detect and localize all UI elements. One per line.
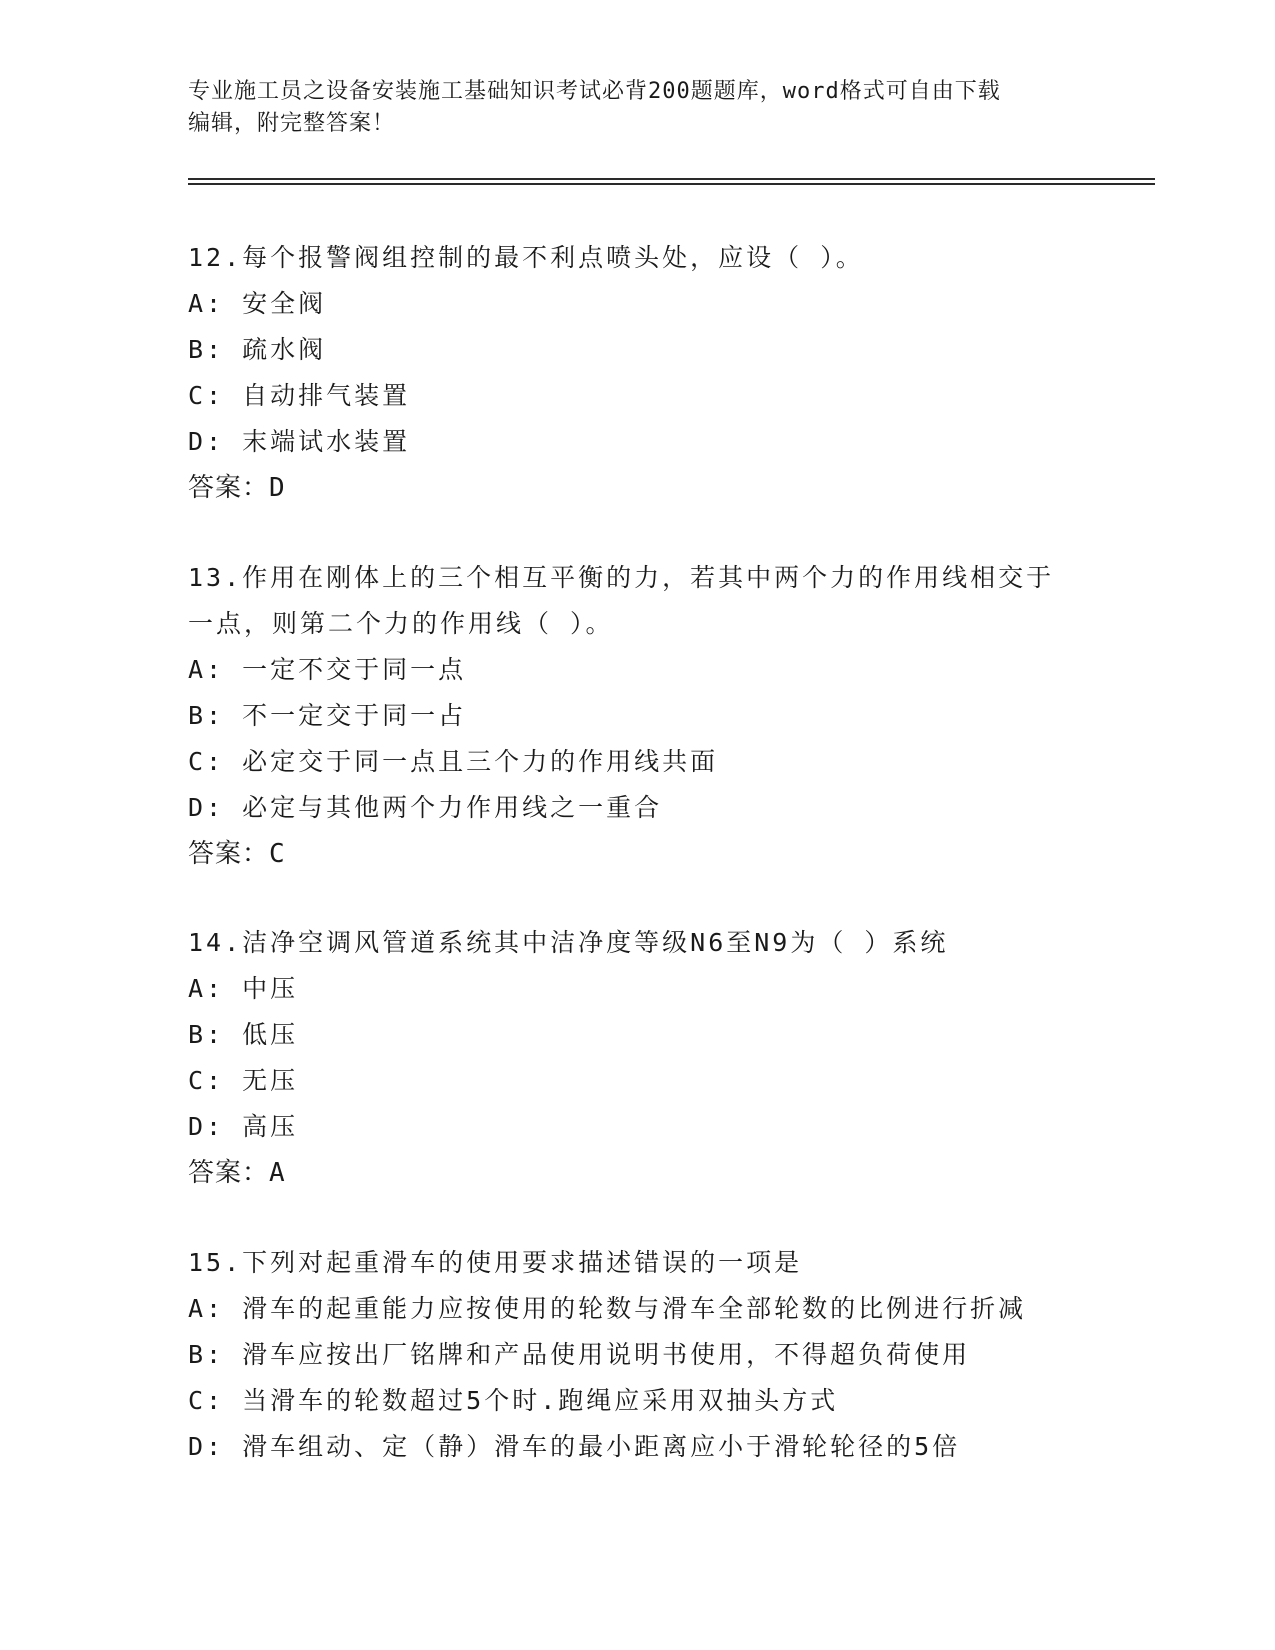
- option-d: D: 高压: [188, 1112, 299, 1141]
- question-stem-line-1: 13.作用在刚体上的三个相互平衡的力，若其中两个力的作用线相交于: [188, 563, 1055, 592]
- answer-label: 答案：: [188, 473, 270, 503]
- answer-label: 答案：: [188, 1158, 270, 1188]
- option-c: C: 当滑车的轮数超过5个时.跑绳应采用双抽头方式: [188, 1386, 839, 1415]
- option-c: C: 无压: [188, 1066, 299, 1095]
- question-13: [188, 555, 1088, 877]
- answer-value: C: [269, 839, 286, 869]
- answer-label: 答案：: [188, 839, 270, 869]
- option-a: A: 一定不交于同一点: [188, 655, 467, 684]
- answer-value: D: [269, 473, 286, 503]
- answer-line: [188, 465, 1088, 511]
- answer-line: [188, 1150, 1088, 1196]
- option-d: D: 末端试水装置: [188, 427, 411, 456]
- question-12: [188, 235, 1088, 511]
- option-b: B: 滑车应按出厂铭牌和产品使用说明书使用，不得超负荷使用: [188, 1340, 971, 1369]
- document-header: [188, 76, 1088, 140]
- header-divider-bottom: [188, 183, 1155, 185]
- question-stem-line-2: 一点，则第二个力的作用线（ ）。: [188, 609, 614, 638]
- option-a: A: 滑车的起重能力应按使用的轮数与滑车全部轮数的比例进行折减: [188, 1294, 1027, 1323]
- answer-line: [188, 831, 1088, 877]
- option-a: A: 安全阀: [188, 289, 327, 318]
- option-b: B: 疏水阀: [188, 335, 327, 364]
- question-stem: 15.下列对起重滑车的使用要求描述错误的一项是: [188, 1248, 803, 1277]
- option-d: D: 滑车组动、定（静）滑车的最小距离应小于滑轮轮径的5倍: [188, 1432, 961, 1461]
- question-stem: 12.每个报警阀组控制的最不利点喷头处，应设（ ）。: [188, 243, 864, 272]
- answer-value: A: [269, 1158, 286, 1188]
- question-15: [188, 1240, 1088, 1470]
- question-14: [188, 920, 1088, 1196]
- option-d: D: 必定与其他两个力作用线之一重合: [188, 793, 663, 822]
- option-a: A: 中压: [188, 974, 299, 1003]
- option-b: B: 低压: [188, 1020, 299, 1049]
- option-b: B: 不一定交于同一占: [188, 701, 467, 730]
- header-divider-top: [188, 178, 1155, 180]
- option-c: C: 自动排气装置: [188, 381, 411, 410]
- option-c: C: 必定交于同一点且三个力的作用线共面: [188, 747, 719, 776]
- header-line-1: 专业施工员之设备安装施工基础知识考试必背200题题库，word格式可自由下载: [188, 79, 1001, 104]
- header-line-2: 编辑，附完整答案！: [188, 111, 396, 136]
- question-stem: 14.洁净空调风管道系统其中洁净度等级N6至N9为（ ）系统: [188, 928, 949, 957]
